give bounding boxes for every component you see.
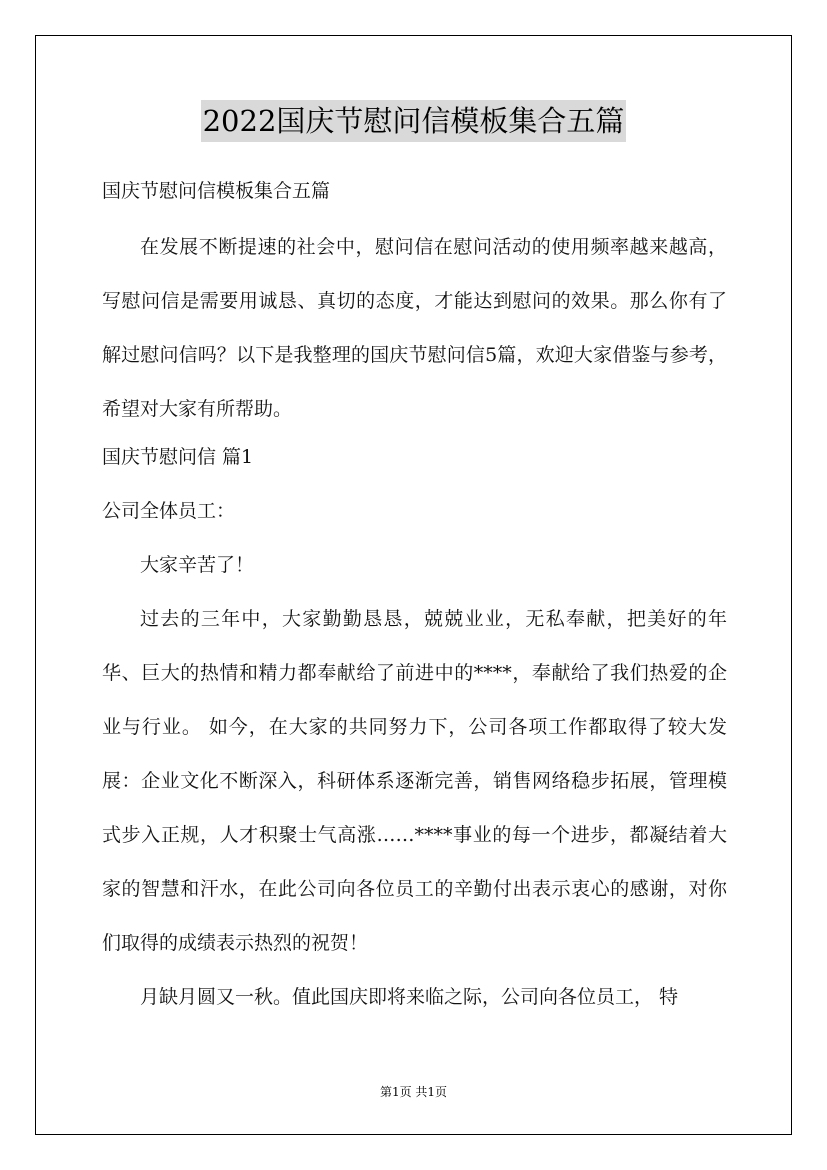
salutation: 公司全体员工： [102, 500, 236, 522]
document-body [102, 178, 727, 1024]
greeting: 大家辛苦了！ [140, 554, 255, 576]
title-container [0, 100, 827, 142]
document-title: 2022国庆节慰问信模板集合五篇 [201, 100, 627, 142]
body-paragraph-2: 月缺月圆又一秋。值此国庆即将来临之际，公司向各位员工， 特 [140, 986, 679, 1008]
section-heading: 国庆节慰问信 篇1 [102, 446, 254, 468]
intro-paragraph: 在发展不断提速的社会中，慰问信在慰问活动的使用频率越来越高，写慰问信是需要用诚恳、真切的态度，才能达到慰问的效果。那么你有了解过慰问信吗？以下是我整理的国庆节慰问信5篇，欢迎大家借鉴与参考，希望对大家有所帮助。 [102, 236, 727, 420]
page-footer: 第1页 共1页 [379, 1085, 448, 1099]
body-paragraph-1: 过去的三年中，大家勤勤恳恳，兢兢业业，无私奉献，把美好的年华、巨大的热情和精力都奉献给了前进中的****，奉献给了我们热爱的企业与行业。 如今，在大家的共同努力下，公司各项工作都取得了较大发展：企业文化不断深入，科研体系逐渐完善，销售网络稳步拓展，管理模式步入正规，人才积聚士气高涨……****事业的每一个进步，都凝结着大家的智慧和汗水，在此公司向各位员工的辛勤付出表示衷心的感谢，对你们取得的成绩表示热烈的祝贺！ [102, 608, 727, 954]
document-subtitle: 国庆节慰问信模板集合五篇 [102, 180, 331, 202]
